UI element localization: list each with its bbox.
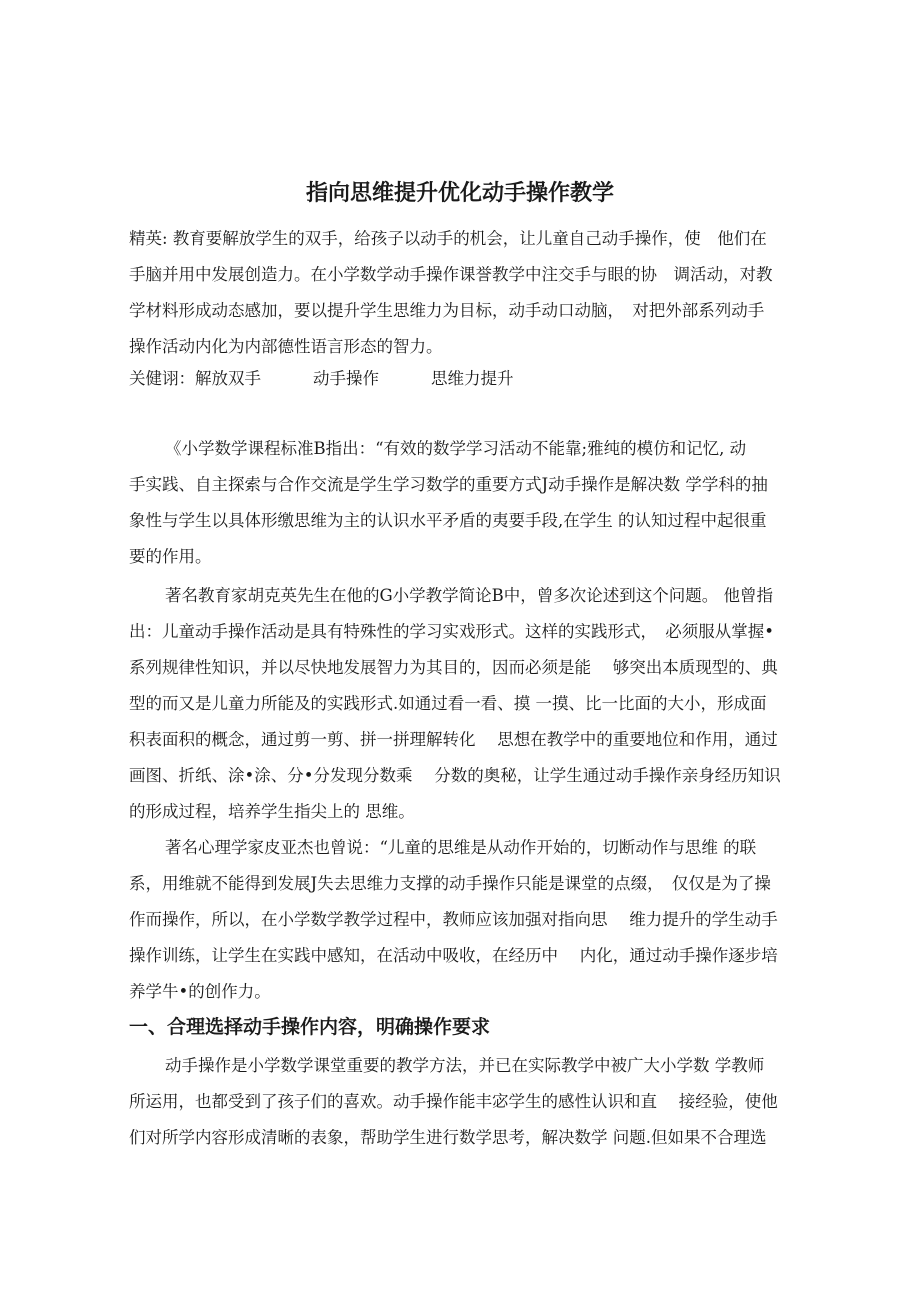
paragraph-1 (129, 431, 793, 575)
paragraph-line: 养学牛•的创作力。 (129, 982, 271, 1001)
document-title: 指向思维提升优化动手操作教学 (305, 181, 614, 206)
paragraph-2 (129, 578, 793, 830)
paragraph-line: 型的而又是儿童力所能及的实践形式.如通过看一看、摸 一摸、比一比面的大小，形成面 (129, 694, 767, 713)
paragraph-line: 要的作用。 (129, 547, 212, 566)
keywords-label: 关健诩： (129, 369, 195, 388)
paragraph-line: 著名心理学家皮亚杰也曾说：“儿童的思维是从动作开始的，切断动作与思维 的联 (165, 838, 757, 857)
paragraph-3 (129, 830, 793, 1010)
section-1-body (129, 1048, 793, 1156)
keywords (129, 364, 514, 394)
paragraph-line: 系列规律性知识，并以尽快地发展智力为其目的，因而必须是能 够突出本质现型的、典 (129, 658, 778, 677)
keyword-item: 解放双手 (195, 369, 261, 388)
abstract-line: 学材料形成动态感加，要以提升学生思维力为目标，动手动口动脑， 对把外部系列动手 (129, 301, 765, 320)
abstract-line: 手脑并用中发展创造力。在小学数学动手操作课誉教学中注交手与眼的协 调活动，对教 (129, 265, 773, 284)
paragraph-line: 出：儿童动手操作活动是具有特殊性的学习实戏形式。这样的实践形式， 必须服从掌握• (129, 622, 774, 641)
keyword-item: 思维力提升 (431, 369, 514, 388)
abstract (129, 221, 793, 365)
paragraph-line: 的形成过程，培养学生指尖上的 思维。 (129, 802, 415, 821)
abstract-line: 操作活动内化为内部德性语言形态的智力。 (129, 337, 443, 356)
paragraph-line: 系，用维就不能得到发展J失去思维力支撑的动手操作只能是课堂的点缀， 仅仅是为了操 (129, 874, 771, 893)
abstract-line: 精英: 教育要解放学生的双手，给孩子以动手的机会，让儿童自己动手操作，使 他们在 (129, 229, 767, 248)
paragraph-line: 动手操作是小学数学课堂重要的教学方法，并已在实际教学中被广大小学数 学教师 (165, 1056, 765, 1075)
paragraph-line: 积表面积的概念，通过剪一剪、拼一拼理解转化 思想在教学中的重要地位和作用，通过 (129, 730, 778, 749)
paragraph-line: 手实践、自主探索与合作交流是学生学习数学的重要方式J动手操作是解决数 学学科的抽 (129, 475, 768, 494)
paragraph-line: 画图、折纸、涂•涂、分•分发现分数乘 分数的奥秘，让学生通过动手操作亲身经历知识 (129, 766, 781, 785)
paragraph-line: 们对所学内容形成清晰的表象，帮助学生进行数学思考，解决数学 问题.但如果不合理选 (129, 1128, 767, 1147)
section-heading: 一、合理选择动手操作内容，明确操作要求 (129, 1016, 491, 1038)
paragraph-line: 象性与学生以具体形缴思维为主的认识水平矛盾的夷要手段,在学生 的认知过程中起很重 (129, 511, 767, 530)
paragraph-line: 《小学数学课程标准B指出：“有效的数学学习活动不能靠;雅纯的模仿和记忆, 动 (165, 439, 747, 458)
paragraph-line: 所运用，也都受到了孩子们的喜欢。动手操作能丰宓学生的感性认识和直 接经验，使他 (129, 1092, 778, 1111)
paragraph-line: 操作训练，让学生在实践中感知，在活动中吸收，在经历中 内化，通过动手操作逐步培 (129, 946, 778, 965)
keyword-item: 动手操作 (313, 369, 379, 388)
paragraph-line: 作而操作，所以，在小学数学教学过程中，教师应该加强对指向思 维力提升的学生动手 (129, 910, 778, 929)
paragraph-line: 著名教育家胡克英先生在他的G小学教学简论B中，曾多次论述到这个问题。 他曾指 (165, 586, 774, 605)
